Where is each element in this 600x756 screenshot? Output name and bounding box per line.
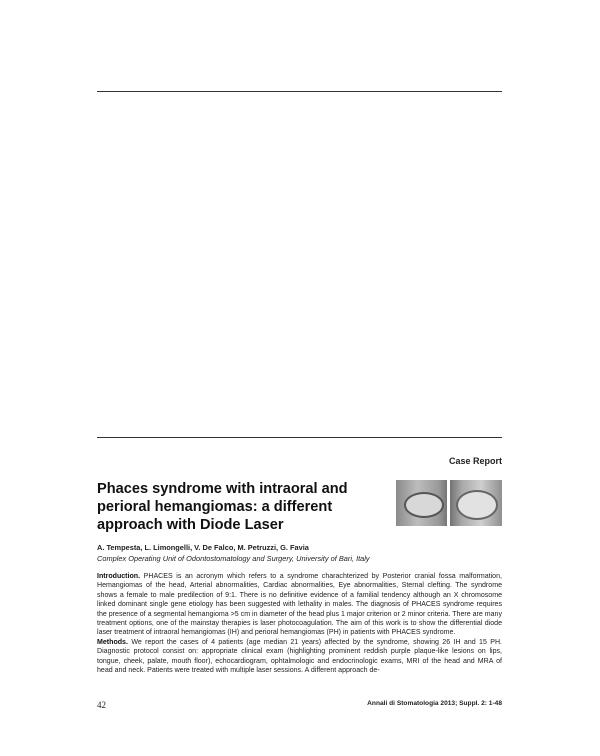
journal-citation: Annali di Stomatologia 2013; Suppl. 2: 1-48 <box>367 700 502 707</box>
photo-detail-right <box>456 490 498 520</box>
page-number: 42 <box>97 700 106 710</box>
photo-detail-left <box>404 492 444 518</box>
introduction-paragraph <box>97 572 502 638</box>
article-title: Phaces syndrome with intraoral and perioral hemangiomas: a different approach with Diode Laser <box>97 481 348 533</box>
author-list: A. Tempesta, L. Limongelli, V. De Falco, M. Petruzzi, G. Favia <box>97 543 309 552</box>
photo-divider <box>447 480 450 526</box>
section-rule <box>97 437 502 438</box>
top-rule <box>97 91 502 92</box>
affiliation: Complex Operating Unit of Odontostomatology and Surgery, University of Bari, Italy <box>97 554 370 563</box>
methods-text: We report the cases of 4 patients (age median 21 years) affected by the syndrome, showing 26 IH and 15 PH. Diagnostic protocol consist on: appropriate clinical exam (highlighting prominent reddish purple plaque-like lesions on lips, tongue, cheek, palate, mouth floor), echocardiogram, ophtalmologic and endocrinologic exams, MRI of the head and MRA of head and neck. Patients were treated with multiple laser sessions. A different approach de- <box>97 638 502 675</box>
introduction-heading: Introduction. <box>97 573 141 580</box>
clinical-photo <box>396 480 502 526</box>
abstract <box>97 572 502 675</box>
methods-paragraph <box>97 638 502 676</box>
section-label: Case Report <box>448 456 502 466</box>
methods-heading: Methods. <box>97 638 128 646</box>
introduction-text: PHACES is an acronym which refers to a syndrome charachterized by Posterior cranial fossa malformation, Hemangiomas of the head, Arterial abnormalities, Cardiac abnormalities, Eye abnormalities, Sternal clefting. The syndrome shows a female to male predilection of 9:1. There is no definitive evidence of a familial tendency although an X chromosome linked dominant single gene etiology has been suggested with lethality in males. The diagnosis of PHACES syndrome requires the presence of a segmental hemangioma >5 cm in diameter of the head plus 1 major criterion or 2 minor criteria. There are many treatment options, one of the mainstay therapies is laser photocoagulation. The aim of this work is to show the differential diode laser treatment of intraoral hemangiomas (IH) and perioral hemangiomas (PH) in patients with PHACES syndrome. <box>97 573 502 637</box>
